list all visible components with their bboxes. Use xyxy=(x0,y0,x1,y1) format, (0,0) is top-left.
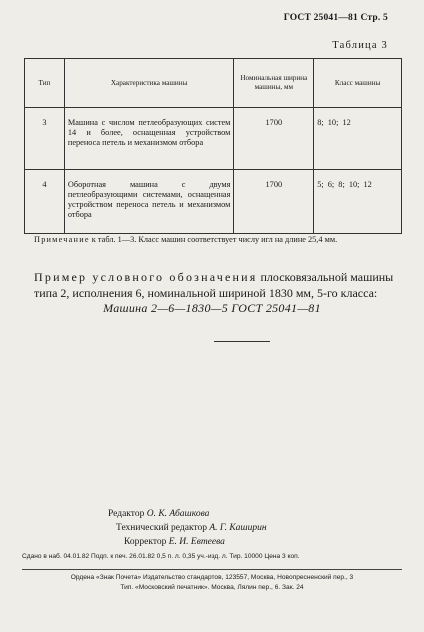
imprint-line: Сдано в наб. 04.01.82 Подп. к печ. 26.01.82 0,5 п. л. 0,35 уч.-изд. л. Тир. 10000 Цена 3 коп. xyxy=(22,553,300,560)
cell-type: 4 xyxy=(25,170,65,234)
note-text: к табл. 1—3. Класс машин соответствует числу игл на длине 25,4 мм. xyxy=(89,235,338,244)
cell-width: 1700 xyxy=(234,170,314,234)
proofreader-label: Корректор xyxy=(124,536,167,547)
tech-editor-label: Технический редактор xyxy=(116,522,207,533)
separator-rule xyxy=(214,341,270,342)
tech-editor-line xyxy=(116,522,267,536)
table-note xyxy=(34,234,404,246)
example-text: плосковязальной машины типа 2, исполнения 6, номинальной шириной 1830 мм, 5-го класса: xyxy=(34,270,394,300)
table-row xyxy=(25,108,402,170)
table-header-row xyxy=(25,59,402,108)
example-lead: Пример условного обозначения xyxy=(34,270,258,284)
proofreader-line xyxy=(124,536,267,550)
page-header: ГОСТ 25041—81 Стр. 5 xyxy=(283,13,388,23)
note-label: Примечание xyxy=(34,235,90,244)
editor-line xyxy=(108,508,267,522)
proofreader-name: Е. И. Евтеева xyxy=(168,536,225,547)
publisher-line-1: Ордена «Знак Почета» Издательство стандартов, 123557, Москва, Новопресненский пер., 3 xyxy=(70,574,354,581)
col-header-width: Номинальная ширина машины, мм xyxy=(234,59,314,108)
publisher-block xyxy=(22,573,402,592)
col-header-characteristic: Характеристика машины xyxy=(64,59,234,108)
cell-characteristic: Оборотная машина с двумя петлеобразующими системами, оснащенная устройством переноса петель и механизмом отбора xyxy=(64,170,234,234)
table-caption: Таблица 3 xyxy=(332,40,388,51)
cell-type: 3 xyxy=(25,108,65,170)
editor-label: Редактор xyxy=(108,509,145,519)
publisher-line-2: Тип. «Московский печатник». Москва, Лялин пер., 6. Зак. 24 xyxy=(120,583,304,591)
editors-block xyxy=(108,508,267,550)
machine-types-table xyxy=(24,58,402,234)
table-row xyxy=(25,170,402,234)
editor-name: О. К. Абашкова xyxy=(146,509,210,519)
tech-editor-name: А. Г. Каширин xyxy=(209,522,267,533)
designation-example xyxy=(34,270,408,301)
cell-width: 1700 xyxy=(234,108,314,170)
cell-characteristic: Машина с числом петлеобразующих систем 14 и более, оснащенная устройством переноса петель и механизмом отбора xyxy=(64,108,234,170)
imprint-divider xyxy=(22,569,402,570)
col-header-type: Тип xyxy=(25,59,65,108)
designation-formula: Машина 2—6—1830—5 ГОСТ 25041—81 xyxy=(103,301,321,315)
cell-class: 5; 6; 8; 10; 12 xyxy=(314,170,402,234)
cell-class: 8; 10; 12 xyxy=(314,108,402,170)
col-header-class: Класс машины xyxy=(314,59,402,108)
